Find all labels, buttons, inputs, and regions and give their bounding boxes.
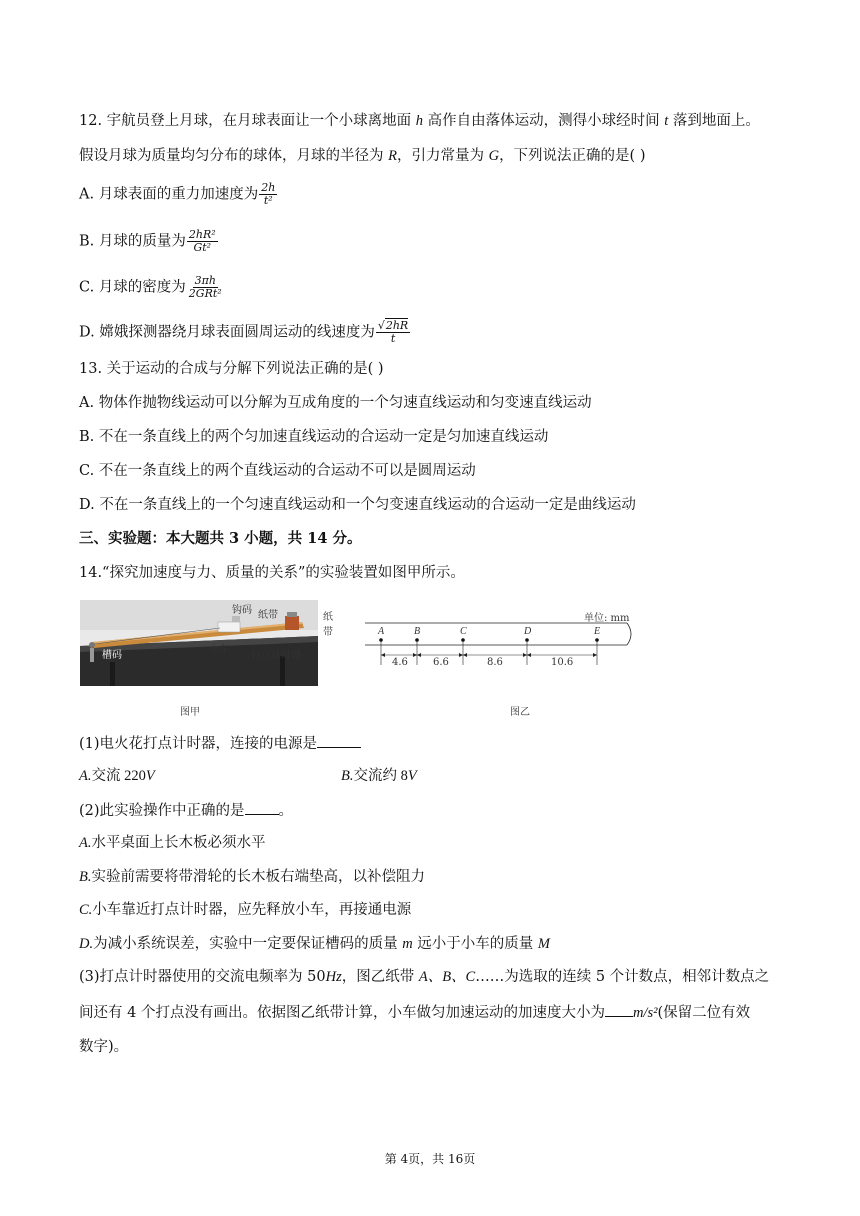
var-m: m — [402, 936, 413, 952]
q14-part2-option-a — [79, 833, 265, 853]
q14-part3-line3: 数字)。 — [79, 1039, 129, 1055]
radical-sign: √ — [377, 319, 385, 332]
q13-option-c: C. 不在一条直线上的两个直线运动的合运动不可以是圆周运动 — [79, 463, 476, 479]
denominator: t — [390, 332, 396, 345]
point-d: D — [524, 626, 532, 637]
point-b: B — [414, 626, 421, 637]
label-timer: 打点计时器 — [251, 650, 301, 661]
part2-text: (2)此实验操作中正确的是 — [79, 803, 245, 819]
section-heading: 三、实验题：本大题共 3 小题，共 14 分。 — [79, 530, 362, 547]
q12-text: ，下列说法正确的是( ) — [499, 148, 646, 164]
gap-bc: 6.6 — [433, 657, 449, 668]
q14-part1-option-b — [341, 766, 417, 786]
answer-blank — [245, 800, 279, 815]
label-tape: 纸带 — [258, 610, 278, 621]
var-R: R — [388, 148, 397, 164]
q14-part2 — [79, 800, 293, 821]
gap-de: 10.6 — [551, 657, 574, 668]
part2-end: 。 — [278, 803, 294, 819]
var-h: h — [415, 113, 424, 129]
option-letter: D. — [79, 936, 94, 952]
option-text: C. 月球的密度为 — [79, 279, 186, 296]
unit-hz: Hz — [325, 969, 342, 985]
q12-option-a — [79, 182, 277, 207]
point-e: E — [594, 626, 601, 637]
option-letter: A. — [79, 768, 92, 784]
answer-blank — [317, 733, 361, 748]
label-weights: 钩码 — [232, 605, 252, 616]
part3-text: (保留二位有效 — [657, 1005, 751, 1021]
option-text: 交流 220 — [91, 768, 146, 784]
q13-option-d: D. 不在一条直线上的一个匀速直线运动和一个匀变速直线运动的合运动一定是曲线运动 — [79, 497, 636, 513]
numerator: 3πh — [194, 274, 216, 287]
part3-text: ，图乙纸带 — [341, 969, 419, 985]
gap-cd: 8.6 — [487, 657, 503, 668]
option-text: A. 月球表面的重力加速度为 — [79, 186, 259, 203]
fraction — [376, 320, 410, 345]
part3-text: ……为选取的连续 5 个计数点，相邻计数点之 — [475, 969, 770, 985]
q14-part1 — [79, 733, 361, 754]
numerator: 2hR² — [188, 228, 216, 241]
tape-unit: 单位: mm — [584, 613, 630, 624]
label-groove-weights: 槽码 — [102, 650, 122, 661]
option-text: 远小于小车的质量 — [412, 936, 538, 952]
q12-text: ，引力常量为 — [396, 148, 489, 164]
q12-line1 — [79, 111, 760, 131]
option-text: 实验前需要将带滑轮的长木板右端垫高，以补偿阻力 — [91, 869, 425, 885]
option-letter: C. — [79, 902, 93, 918]
apparatus-illustration — [80, 600, 318, 686]
denominator: 2GRt² — [188, 287, 222, 300]
q14-part2-option-c — [79, 900, 411, 920]
q14-part2-option-b — [79, 867, 425, 887]
part1-text: (1)电火花打点计时器，连接的电源是 — [79, 736, 318, 752]
radicand: 2hR — [385, 319, 409, 332]
var-M: M — [537, 936, 551, 952]
q12-text: 高作自由落体运动，测得小球经时间 — [423, 113, 665, 129]
paper-tape-figure — [365, 605, 643, 677]
part3-text: 间还有 4 个打点没有画出。依据图乙纸带计算，小车做匀加速运动的加速度大小为 — [79, 1005, 605, 1021]
point-c: C — [460, 626, 467, 637]
q12-text: 落到地面上。 — [668, 113, 760, 129]
q14-part3-line1 — [79, 967, 769, 987]
fraction — [187, 229, 218, 254]
point-a: A — [378, 626, 385, 637]
label-tape-right: 纸带 — [323, 612, 333, 638]
apparatus-photo — [80, 600, 333, 686]
var-G: G — [488, 148, 500, 164]
part3-text: (3)打点计时器使用的交流电频率为 50 — [79, 969, 326, 985]
label-cart: 小车 — [209, 644, 229, 655]
var-t: t — [664, 113, 669, 129]
q14-part3-line2 — [79, 1002, 750, 1023]
points-abc: A、B、C — [418, 969, 476, 985]
option-text: 为减小系统误差，实验中一定要保证槽码的质量 — [93, 936, 403, 952]
caption-yi: 图乙 — [510, 707, 530, 718]
fraction — [259, 182, 277, 207]
denominator: t² — [263, 194, 273, 207]
numerator: 2h — [261, 181, 276, 194]
option-letter: B. — [79, 869, 92, 885]
q13-stem: 13. 关于运动的合成与分解下列说法正确的是( ) — [79, 361, 384, 377]
denominator: Gt² — [193, 241, 212, 254]
q12-text: 12. 宇航员登上月球，在月球表面让一个小球离地面 — [79, 113, 416, 129]
q14-part2-option-d — [79, 934, 550, 954]
q12-text: 假设月球为质量均匀分布的球体，月球的半径为 — [79, 148, 389, 164]
unit-acceleration: m/s² — [632, 1005, 658, 1021]
answer-blank — [605, 1002, 633, 1017]
q12-option-c — [79, 275, 224, 300]
q13-option-b: B. 不在一条直线上的两个匀加速直线运动的合运动一定是匀加速直线运动 — [79, 429, 549, 445]
q12-option-b — [79, 229, 218, 254]
q13-option-a: A. 物体作抛物线运动可以分解为互成角度的一个匀速直线运动和匀变速直线运动 — [79, 395, 592, 411]
q12-line2 — [79, 146, 646, 166]
gap-ab: 4.6 — [392, 657, 408, 668]
option-text: 水平桌面上长木板必须水平 — [91, 835, 266, 851]
page-footer: 第 4页，共 16页 — [384, 1152, 476, 1166]
fraction — [187, 275, 224, 300]
option-text: B. 月球的质量为 — [79, 233, 186, 250]
option-text: 交流约 8 — [353, 768, 408, 784]
q12-option-d — [79, 320, 410, 345]
unit: V — [407, 768, 417, 784]
q14-part1-option-a — [79, 766, 155, 786]
option-letter: B. — [341, 768, 354, 784]
caption-jia: 图甲 — [180, 707, 200, 718]
q14-stem: 14.“探究加速度与力、质量的关系”的实验装置如图甲所示。 — [79, 565, 465, 581]
unit: V — [145, 768, 155, 784]
option-text: 小车靠近打点计时器，应先释放小车，再接通电源 — [92, 902, 412, 918]
option-text: D. 嫦娥探测器绕月球表面圆周运动的线速度为 — [79, 324, 375, 341]
option-letter: A. — [79, 835, 92, 851]
